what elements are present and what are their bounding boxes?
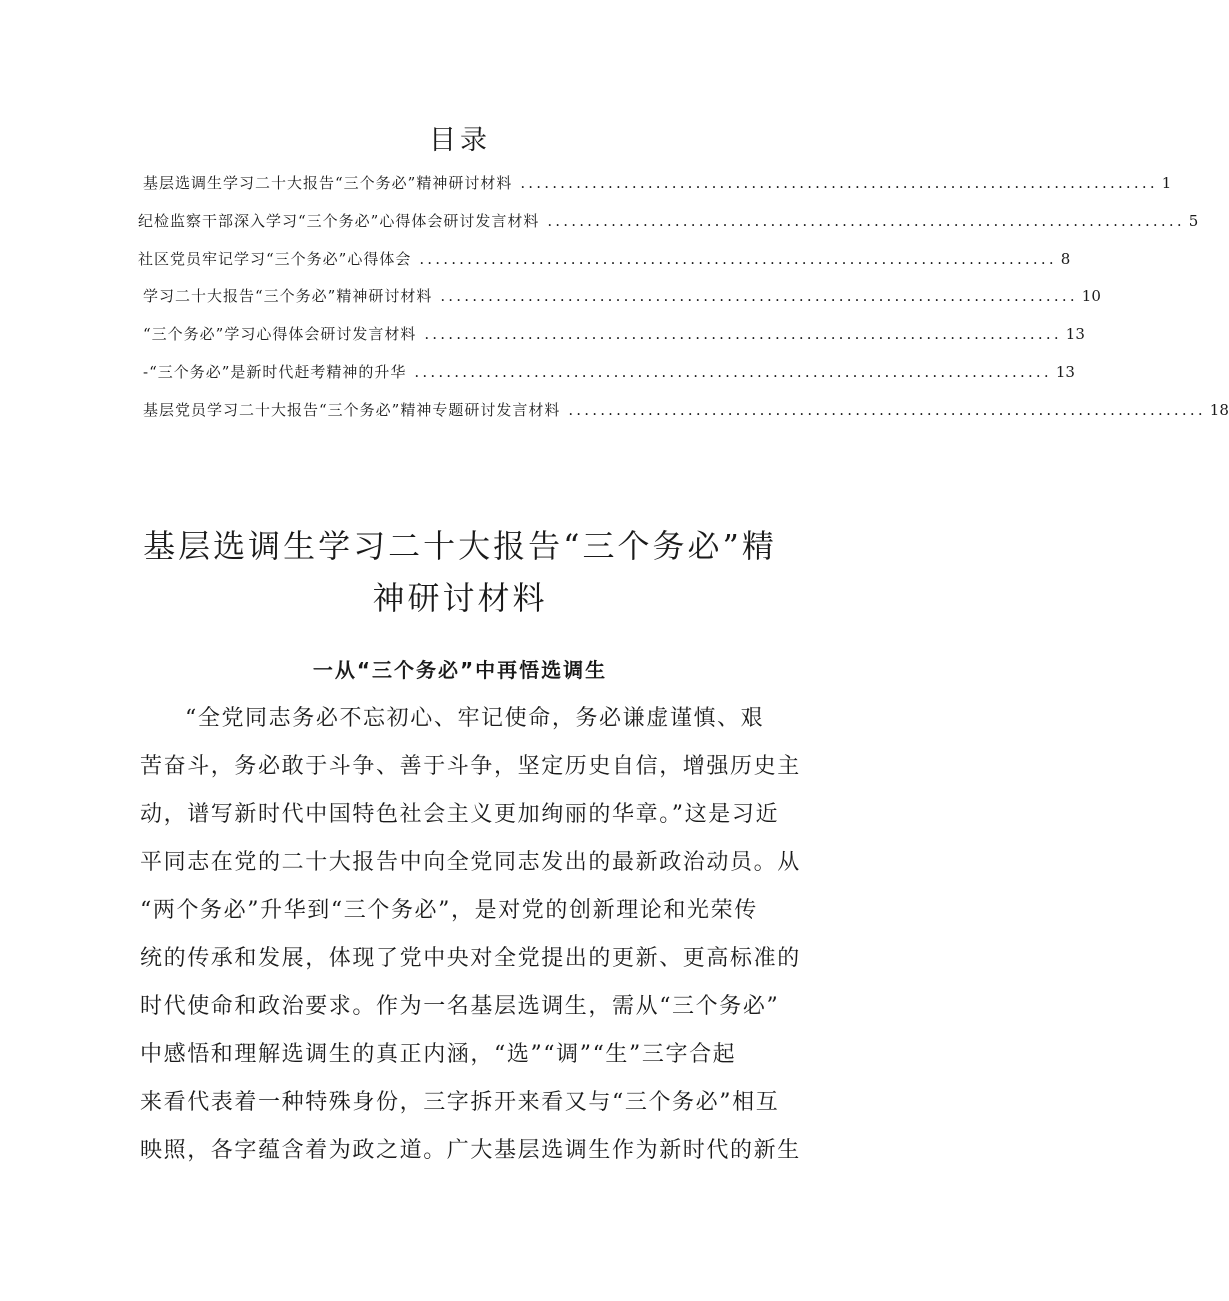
toc-dot-leader: ................................................................................ (520, 174, 1158, 192)
body-line: “两个务必”升华到“三个务必”，是对党的创新理论和光荣传 (140, 898, 758, 923)
toc-dot-leader: ................................................................................ (547, 212, 1185, 230)
document-title-line: 神研讨材料 (372, 579, 548, 617)
toc-dot-leader: ................................................................................ (414, 363, 1052, 381)
toc-entry-page: 13 (1055, 363, 1075, 381)
document-title (0, 520, 920, 624)
toc-entry-label: 纪检监察干部深入学习“三个务必”心得体会研讨发言材料 (138, 212, 540, 230)
toc-entry-page: 10 (1081, 287, 1101, 305)
toc-title: 目录 (429, 125, 491, 156)
toc-entry[interactable] (138, 210, 1199, 232)
body-line: 映照，各字蕴含着为政之道。广大基层选调生作为新时代的新生 (140, 1138, 801, 1163)
toc-entry[interactable] (143, 323, 1085, 345)
toc-entry-label: 基层党员学习二十大报告“三个务必”精神专题研讨发言材料 (143, 401, 561, 419)
toc-entry[interactable] (143, 361, 1075, 383)
toc-entry-page: 8 (1060, 250, 1071, 268)
body-line: 来看代表着一种特殊身份，三字拆开来看又与“三个务必”相互 (140, 1090, 780, 1115)
toc-entry[interactable] (143, 399, 1229, 421)
toc-entry-label: 学习二十大报告“三个务必”精神研讨材料 (143, 287, 433, 305)
toc-entry-label: -“三个务必”是新时代赶考精神的升华 (143, 363, 407, 381)
toc-entry-page: 13 (1065, 325, 1085, 343)
section-heading: 一从“三个务必”中再悟选调生 (312, 658, 608, 682)
body-line: 统的传承和发展，体现了党中央对全党提出的更新、更高标准的 (140, 946, 801, 971)
toc-dot-leader: ................................................................................ (424, 325, 1062, 343)
toc-entry-page: 5 (1188, 212, 1199, 230)
toc-entry-label: 基层选调生学习二十大报告“三个务必”精神研讨材料 (143, 174, 513, 192)
body-line: “全党同志务必不忘初心、牢记使命，务必谦虚谨慎、艰 (185, 706, 765, 731)
toc-entry[interactable] (143, 172, 1172, 194)
toc-entry[interactable] (138, 248, 1071, 270)
toc-entry-page: 18 (1209, 401, 1229, 419)
toc-entry-page: 1 (1161, 174, 1172, 192)
body-line: 动，谱写新时代中国特色社会主义更加绚丽的华章。”这是习近 (140, 802, 780, 827)
toc-dot-leader: ................................................................................ (440, 287, 1078, 305)
body-line: 平同志在党的二十大报告中向全党同志发出的最新政治动员。从 (140, 850, 801, 875)
body-line: 苦奋斗，务必敢于斗争、善于斗争，坚定历史自信，增强历史主 (140, 754, 801, 779)
toc-entry-label: 社区党员牢记学习“三个务必”心得体会 (138, 250, 412, 268)
document-title-line: 基层选调生学习二十大报告“三个务必”精 (143, 527, 777, 565)
toc-dot-leader: ................................................................................ (419, 250, 1057, 268)
toc-entry-label: “三个务必”学习心得体会研讨发言材料 (143, 325, 417, 343)
body-line: 中感悟和理解选调生的真正内涵，“选”“调”“生”三字合起 (140, 1042, 737, 1067)
toc-entry[interactable] (143, 285, 1101, 307)
body-line: 时代使命和政治要求。作为一名基层选调生，需从“三个务必” (140, 994, 780, 1019)
toc-dot-leader: ................................................................................ (568, 401, 1206, 419)
